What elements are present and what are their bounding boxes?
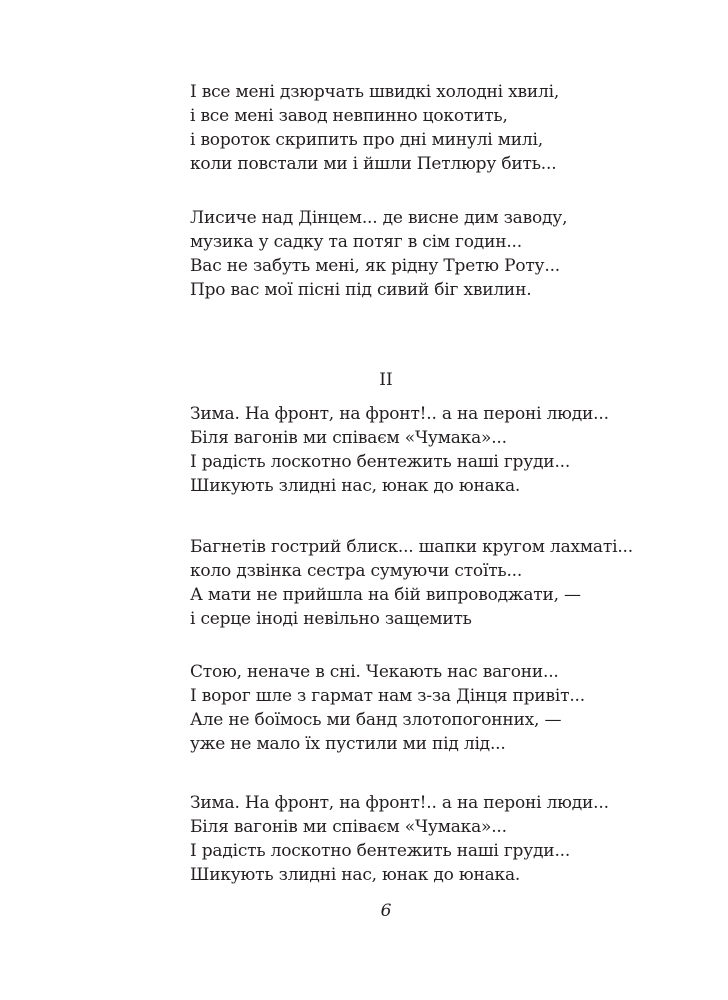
stanza-1	[190, 80, 690, 176]
poem-line: і серце іноді невільно защемить	[190, 609, 472, 629]
stanza-2	[190, 206, 690, 302]
poem-line: і все мені завод невпинно цокотить,	[190, 106, 508, 126]
poem-line: І радість лоскотно бентежить наші груди...	[190, 452, 571, 472]
poem-line: Лисиче над Дінцем... де висне дим заводу,	[190, 208, 568, 228]
poem-line: Стою, неначе в сні. Чекають нас вагони...	[190, 662, 559, 682]
poem-line: уже не мало їх пустили ми під лід...	[190, 734, 506, 754]
poem-line: Шикують злидні нас, юнак до юнака.	[190, 476, 521, 496]
poem-line: Але не боїмось ми банд злотопогонних, —	[190, 710, 562, 730]
poem-line: Вас не забуть мені, як рідну Третю Роту...	[190, 256, 560, 276]
poem-line: коло дзвінка сестра сумуючи стоїть...	[190, 561, 523, 581]
poem-line: і вороток скрипить про дні минулі милі,	[190, 130, 543, 150]
poem-line: музика у садку та потяг в сім годин...	[190, 232, 522, 252]
section-heading: II	[379, 370, 393, 390]
poem-line: Зима. На фронт, на фронт!.. а на пероні люди...	[190, 404, 609, 424]
poem-line: коли повстали ми і йшли Петлюру бить...	[190, 154, 557, 174]
stanza-4	[190, 535, 690, 631]
poem-line: І радість лоскотно бентежить наші груди...	[190, 841, 571, 861]
poem-line: Біля вагонів ми співаєм «Чумака»...	[190, 817, 507, 837]
stanza-3	[190, 402, 690, 498]
poem-line: А мати не прийшла на бій випроводжати, —	[190, 585, 581, 605]
poem-line: Шикують злидні нас, юнак до юнака.	[190, 865, 521, 885]
poem-line: І ворог шле з гармат нам з-за Дінця привіт...	[190, 686, 585, 706]
poem-line: Зима. На фронт, на фронт!.. а на пероні люди...	[190, 793, 609, 813]
poem-line: Багнетів гострий блиск... шапки кругом лахматі...	[190, 537, 633, 557]
poem-line: Про вас мої пісні під сивий біг хвилин.	[190, 280, 532, 300]
stanza-6	[190, 791, 690, 887]
poem-line: Біля вагонів ми співаєм «Чумака»...	[190, 428, 507, 448]
poem-line: І все мені дзюрчать швидкі холодні хвилі,	[190, 82, 560, 102]
stanza-5	[190, 660, 690, 756]
page-number: 6	[380, 901, 392, 921]
